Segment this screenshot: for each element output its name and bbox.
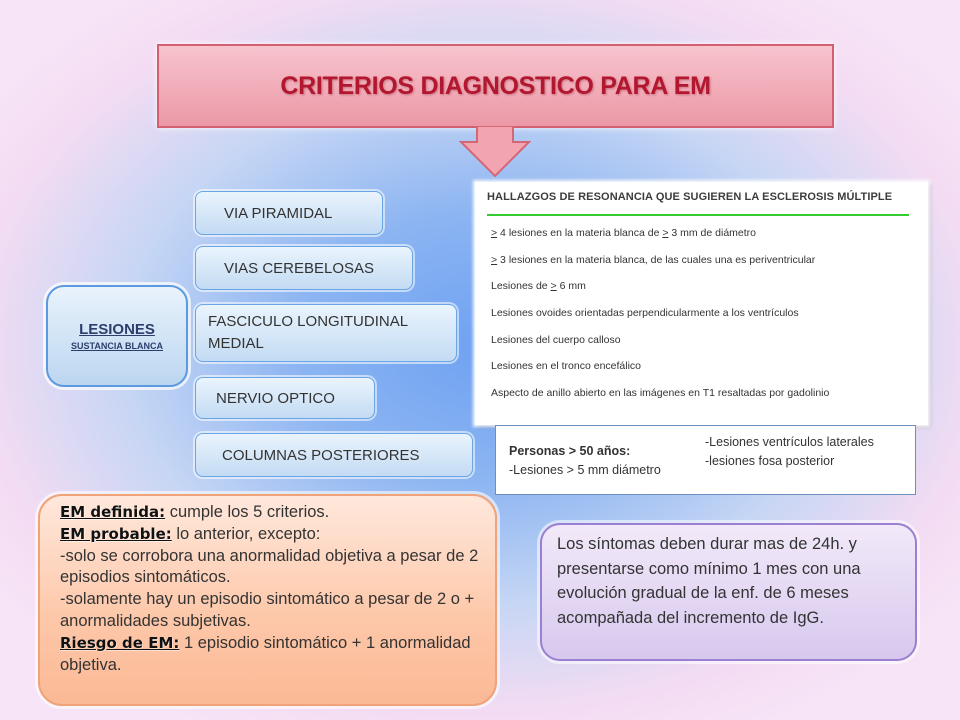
- down-arrow-icon: [459, 126, 531, 178]
- personas-left-line: -Lesiones > 5 mm diámetro: [509, 463, 661, 477]
- finding-item: Lesiones de > 6 mm: [491, 280, 586, 293]
- em-probable: EM probable: lo anterior, excepto:: [60, 524, 321, 543]
- page-title: CRITERIOS DIAGNOSTICO PARA EM: [280, 71, 711, 100]
- em-probable-item: -solamente hay un episodio sintomático a pesar de 2 o + anormalidades subjetivas.: [60, 590, 475, 630]
- lesiones-subtitle: SUSTANCIA BLANCA: [71, 341, 163, 351]
- criterion-label: COLUMNAS POSTERIORES: [222, 446, 420, 464]
- em-riesgo: Riesgo de EM: 1 episodio sintomático + 1 anormalidad objetiva.: [60, 633, 471, 674]
- symptoms-box: [540, 523, 917, 661]
- em-probable-item: -solo se corrobora una anormalidad objetiva a pesar de 2 episodios sintomáticos.: [60, 546, 479, 587]
- criterion-via-piramidal: [195, 191, 383, 235]
- personas-box: [495, 425, 916, 495]
- criterion-columnas-posteriores: [195, 433, 473, 477]
- lesiones-title: LESIONES: [79, 321, 155, 338]
- findings-title: HALLAZGOS DE RESONANCIA QUE SUGIEREN LA ESCLEROSIS MÚLTIPLE: [487, 191, 893, 203]
- finding-item: Lesiones ovoides orientadas perpendicularmente a los ventrículos: [491, 307, 799, 320]
- personas-right-line: -lesiones fosa posterior: [705, 454, 835, 468]
- criterion-label: NERVIO OPTICO: [216, 389, 335, 407]
- finding-item: Aspecto de anillo abierto en las imágenes en T1 resaltadas por gadolinio: [491, 387, 830, 400]
- criterion-label-line2: MEDIAL: [208, 335, 264, 352]
- finding-item: > 3 lesiones en la materia blanca, de las cuales una es periventricular: [491, 253, 816, 266]
- criterion-vias-cerebelosas: [195, 246, 413, 290]
- personas-header: Personas > 50 años:: [509, 444, 631, 458]
- symptoms-text: Los síntomas deben durar mas de 24h. y presentarse como mínimo 1 mes con una evolución gradual de la enf. de 6 meses acompañada del incremento de IgG.: [557, 535, 861, 627]
- finding-item: Lesiones en el tronco encefálico: [491, 360, 642, 373]
- finding-item: Lesiones del cuerpo calloso: [491, 333, 621, 346]
- mri-findings-panel: [475, 182, 928, 425]
- em-definitions-box: [38, 494, 497, 706]
- title-banner: [157, 44, 834, 128]
- lesiones-node: [46, 285, 188, 387]
- findings-divider: [487, 214, 909, 216]
- criterion-label-line1: FASCICULO LONGITUDINAL: [208, 313, 409, 330]
- em-definida: EM definida: cumple los 5 criterios.: [60, 503, 330, 521]
- personas-right-line: -Lesiones ventrículos laterales: [705, 435, 874, 449]
- criterion-label: VIAS CEREBELOSAS: [224, 259, 375, 277]
- criterion-nervio-optico: [195, 377, 375, 419]
- findings-list: [491, 226, 829, 413]
- finding-item: > 4 lesiones en la materia blanca de > 3 mm de diámetro: [491, 227, 757, 239]
- criterion-label: VIA PIRAMIDAL: [224, 204, 333, 222]
- criterion-fasciculo-longitudinal: [195, 304, 457, 362]
